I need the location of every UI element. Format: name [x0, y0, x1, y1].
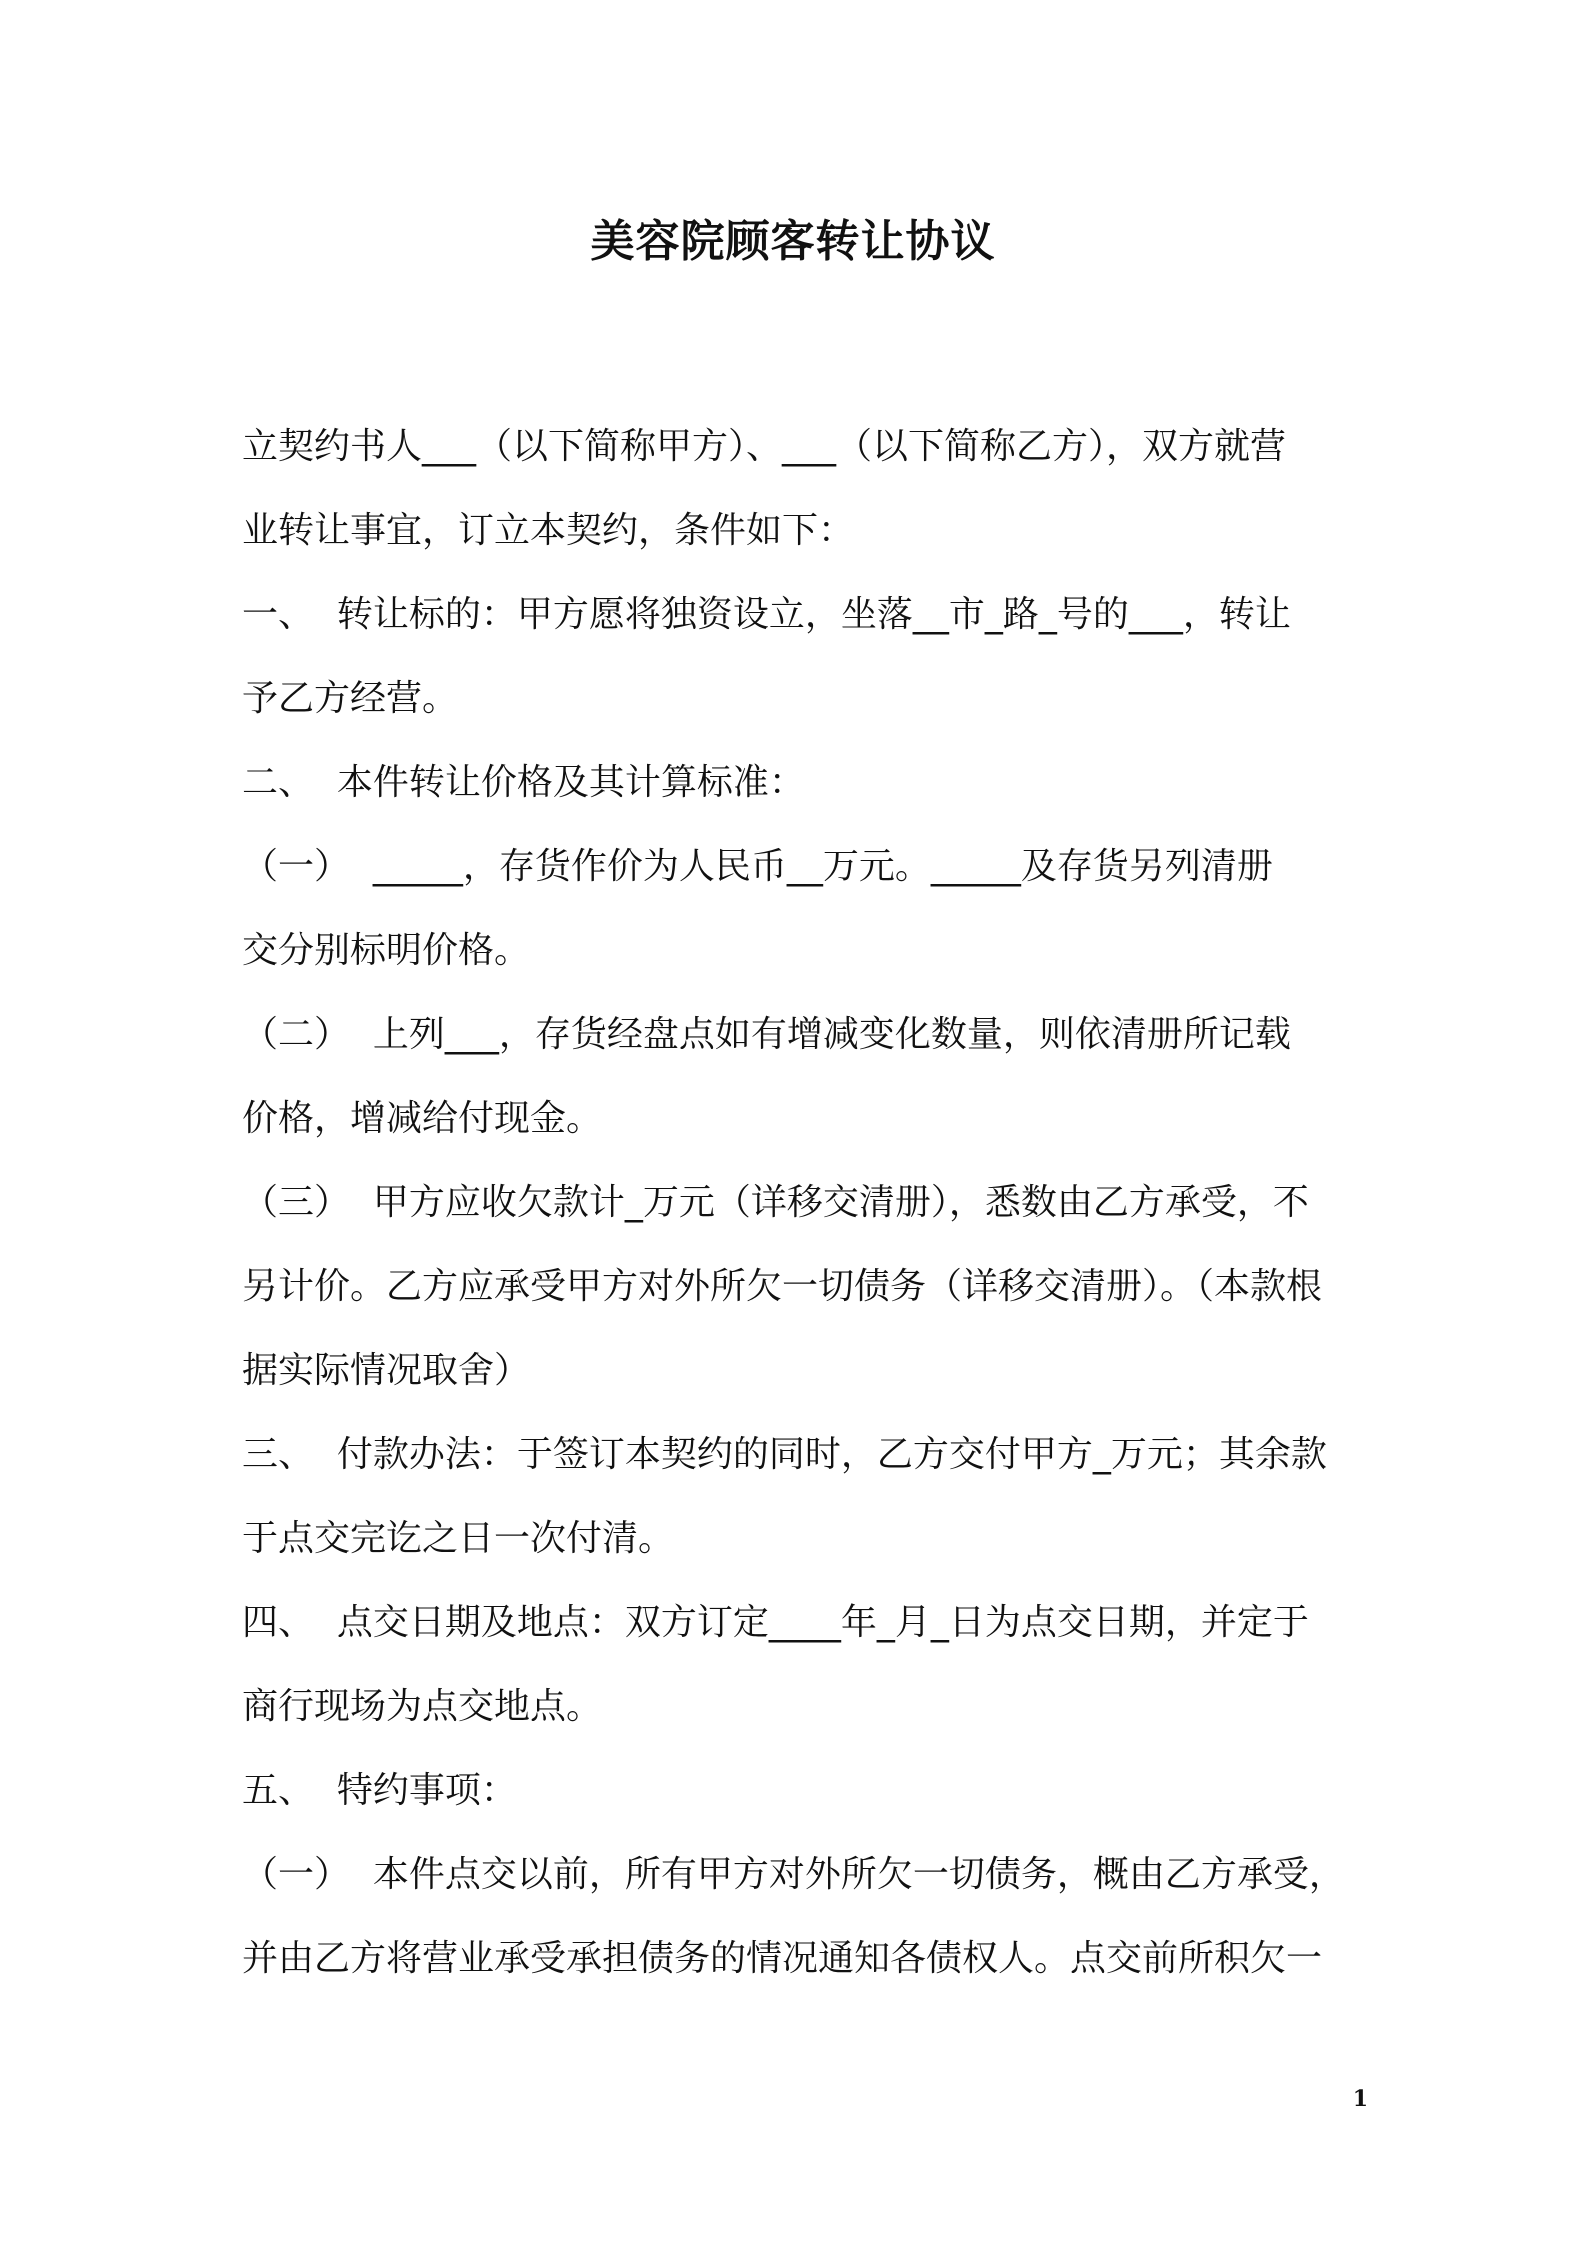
body-line: 价格，增减给付现金。 [242, 1098, 603, 1139]
body-line: 据实际情况取舍） [242, 1350, 531, 1391]
body-line: （一） _____，存货作价为人民币__万元。_____及存货另列清册 [242, 846, 1273, 887]
body-line: 三、 付款办法：于签订本契约的同时，乙方交付甲方_万元；其余款 [242, 1434, 1327, 1475]
document-body [242, 405, 1354, 2001]
body-line: 商行现场为点交地点。 [242, 1686, 603, 1727]
body-line: （三） 甲方应收欠款计_万元（详移交清册），悉数由乙方承受，不 [242, 1182, 1309, 1223]
document-title: 美容院顾客转让协议 [590, 216, 996, 267]
body-line: 二、 本件转让价格及其计算标准： [242, 762, 805, 803]
body-line: 立契约书人___（以下简称甲方）、___（以下简称乙方），双方就营 [242, 426, 1287, 467]
body-line: 四、 点交日期及地点：双方订定____年_月_日为点交日期，并定于 [242, 1602, 1309, 1643]
body-line: 业转让事宜，订立本契约，条件如下： [242, 510, 855, 551]
body-line: （二） 上列___，存货经盘点如有增减变化数量，则依清册所记载 [242, 1014, 1291, 1055]
body-line: 交分别标明价格。 [242, 930, 531, 971]
body-line: 并由乙方将营业承受承担债务的情况通知各债权人。点交前所积欠一 [242, 1938, 1323, 1979]
body-line: 予乙方经营。 [242, 678, 459, 719]
body-line: 另计价。乙方应承受甲方对外所欠一切债务（详移交清册）。（本款根 [242, 1266, 1323, 1307]
body-line: （一） 本件点交以前，所有甲方对外所欠一切债务，概由乙方承受， [242, 1854, 1345, 1895]
page-number: 1 [1352, 2086, 1368, 2112]
body-line: 一、 转让标的：甲方愿将独资设立，坐落__市_路_号的___，转让 [242, 594, 1291, 635]
body-line: 五、 特约事项： [242, 1770, 517, 1811]
body-line: 于点交完讫之日一次付清。 [242, 1518, 675, 1559]
